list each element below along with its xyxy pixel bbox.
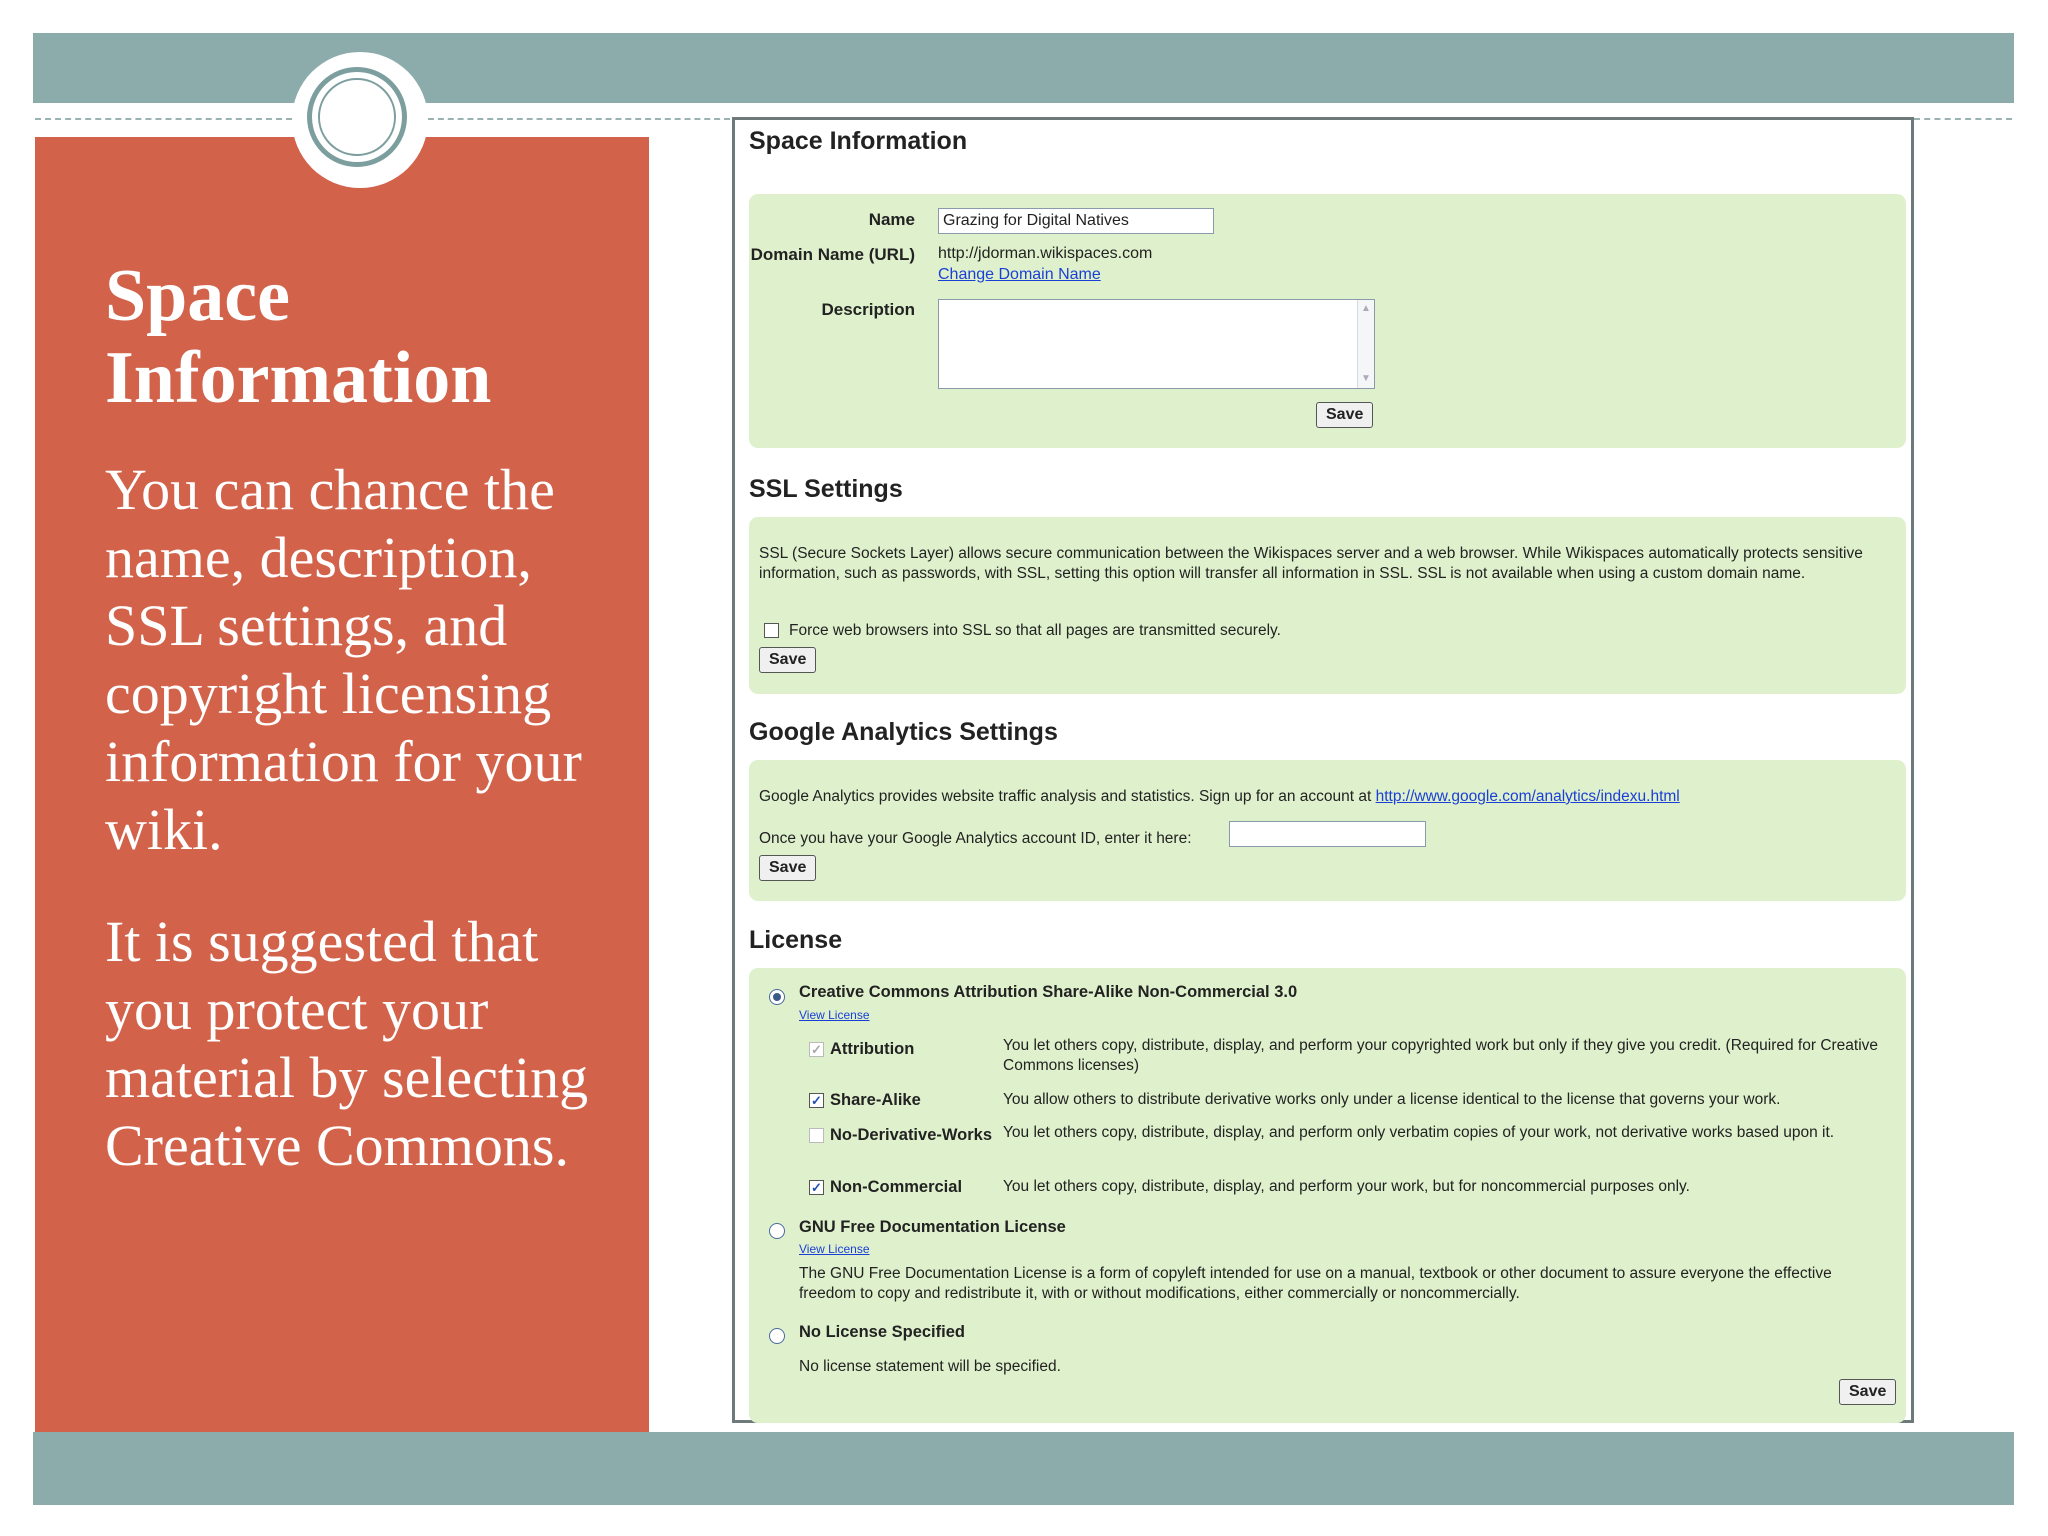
non-commercial-description: You let others copy, distribute, display, and perform your work, but for noncommercial purposes only. (1003, 1178, 1690, 1195)
no-license-description: No license statement will be specified. (799, 1358, 1061, 1375)
analytics-heading: Google Analytics Settings (749, 718, 1058, 746)
analytics-save-button[interactable]: Save (759, 855, 816, 881)
dashed-divider-right (1914, 118, 2012, 120)
dashed-divider-middle (428, 118, 730, 120)
analytics-id-prompt: Once you have your Google Analytics account ID, enter it here: (759, 830, 1192, 847)
name-label: Name (868, 210, 915, 229)
analytics-description (759, 787, 1680, 807)
name-input[interactable] (938, 208, 1214, 234)
cc-license-radio[interactable] (769, 989, 785, 1005)
bottom-band (33, 1432, 2014, 1505)
ssl-description: SSL (Secure Sockets Layer) allows secure communication between the Wikispaces server and a web browser. While Wikispaces automatically protects sensitive information, such as passwords, with SSL, setting this option will transfer all information in SSL. SSL is not available when using a custom domain name. (759, 545, 1863, 582)
domain-label: Domain Name (URL) (750, 245, 915, 264)
gnu-view-license-link[interactable]: View License (799, 1242, 870, 1256)
dashed-divider-left (35, 118, 292, 120)
force-ssl-label: Force web browsers into SSL so that all pages are transmitted securely. (789, 622, 1281, 639)
analytics-section (749, 760, 1906, 901)
share-alike-description: You allow others to distribute derivative works only under a license identical to the license that governs your work. (1003, 1091, 1781, 1108)
force-ssl-checkbox[interactable] (764, 623, 779, 638)
gnu-license-title: GNU Free Documentation License (799, 1218, 1066, 1236)
analytics-signup-link[interactable]: http://www.google.com/analytics/indexu.html (1375, 788, 1680, 805)
gnu-license-description: The GNU Free Documentation License is a form of copyleft intended for use on a manual, textbook or other document to assure everyone the effective freedom to copy and redistribute it, with or without modifications, either commercially or noncommercially. (799, 1265, 1832, 1302)
decorative-circle-inner (318, 78, 396, 156)
cc-license-title: Creative Commons Attribution Share-Alike Non-Commercial 3.0 (799, 983, 1298, 1001)
description-textarea[interactable] (938, 299, 1375, 389)
change-domain-link[interactable]: Change Domain Name (938, 266, 1101, 283)
no-derivative-label: No-Derivative-Works (830, 1126, 992, 1144)
ssl-section (749, 517, 1906, 694)
attribution-checkbox[interactable]: ✓ (809, 1042, 824, 1057)
description-scrollbar[interactable] (1357, 300, 1374, 388)
non-commercial-checkbox[interactable]: ✓ (809, 1180, 824, 1195)
description-label: Description (821, 300, 915, 319)
license-heading: License (749, 926, 843, 954)
no-license-radio[interactable] (769, 1328, 785, 1344)
space-info-save-button[interactable]: Save (1316, 402, 1373, 428)
attribution-label: Attribution (830, 1040, 915, 1058)
space-info-heading: Space Information (749, 127, 968, 155)
attribution-description: You let others copy, distribute, display, and perform your copyrighted work but only if they give you credit. (Required for Creative Commons licenses) (1003, 1037, 1879, 1074)
no-derivative-description: You let others copy, distribute, display, and perform only verbatim copies of your work, not derivative works based upon it. (1003, 1124, 1835, 1141)
gnu-license-radio[interactable] (769, 1223, 785, 1239)
non-commercial-label: Non-Commercial (830, 1178, 963, 1196)
settings-screenshot (732, 117, 1914, 1423)
space-info-section (749, 194, 1906, 448)
scroll-up-arrow-icon[interactable]: ▲ (1361, 303, 1371, 314)
analytics-description-text: Google Analytics provides website traffic analysis and statistics. Sign up for an account at (759, 788, 1372, 805)
domain-value: http://jdorman.wikispaces.com (938, 245, 1153, 262)
analytics-id-input[interactable] (1229, 821, 1426, 847)
license-save-button[interactable]: Save (1839, 1379, 1896, 1405)
share-alike-checkbox[interactable]: ✓ (809, 1093, 824, 1108)
cc-view-license-link[interactable]: View License (799, 1008, 870, 1022)
share-alike-label: Share-Alike (830, 1091, 921, 1109)
scroll-down-arrow-icon[interactable]: ▼ (1361, 373, 1371, 384)
slide-paragraph-2: It is suggested that you protect your material by selecting Creative Commons. (105, 909, 589, 1178)
slide-title: Space Information (105, 255, 492, 419)
ssl-heading: SSL Settings (749, 475, 903, 503)
slide-paragraph-1: You can chance the name, description, SSL settings, and copyright licensing information for your wiki. (105, 457, 582, 862)
ssl-save-button[interactable]: Save (759, 647, 816, 673)
no-derivative-checkbox[interactable] (809, 1128, 824, 1143)
no-license-title: No License Specified (799, 1323, 965, 1341)
license-section (749, 968, 1906, 1423)
